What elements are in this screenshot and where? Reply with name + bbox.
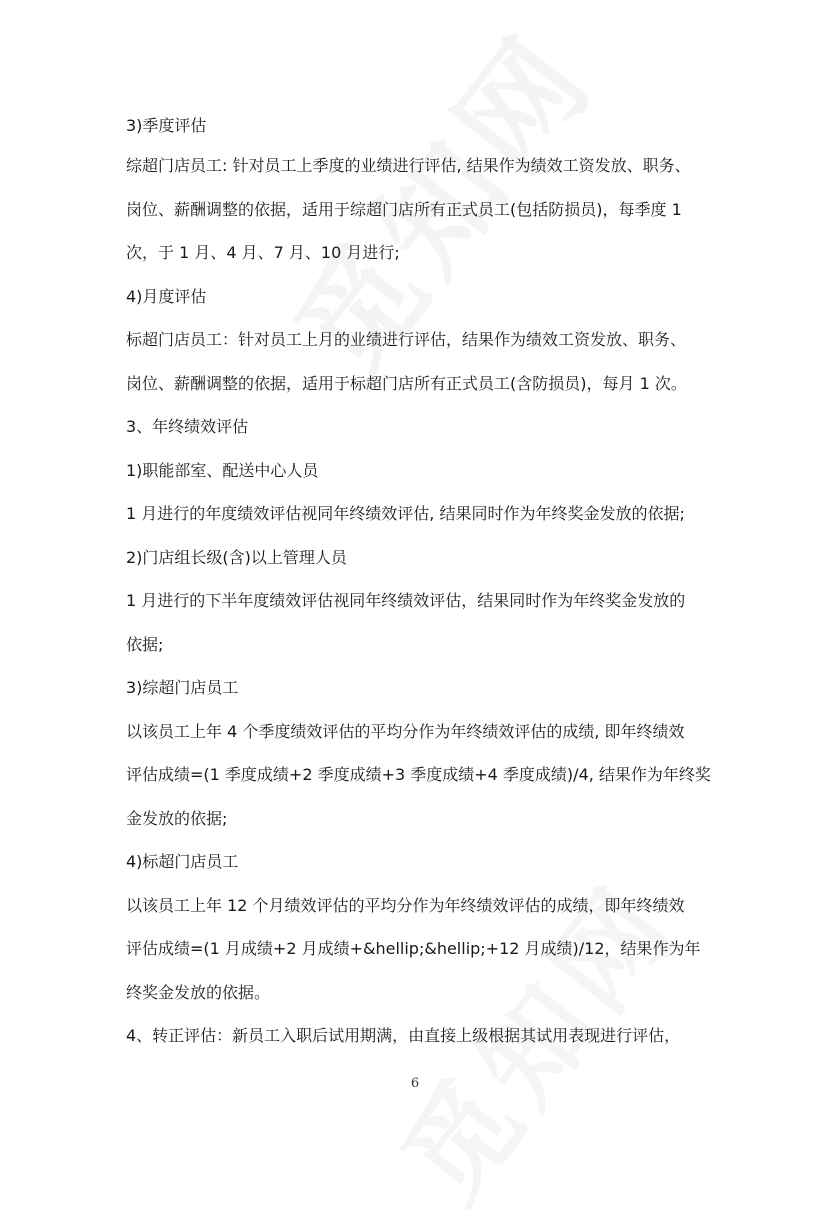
paragraph-line: 评估成绩=(1 季度成绩+2 季度成绩+3 季度成绩+4 季度成绩)/4, 结果作为年终奖 (126, 765, 711, 784)
section-heading-annual-evaluation: 3、年终绩效评估 (126, 417, 249, 436)
heading-monthly-evaluation: 4)月度评估 (126, 287, 207, 306)
paragraph-line: 岗位、薪酬调整的依据，适用于标超门店所有正式员工(含防损员)，每月 1 次。 (126, 374, 687, 393)
paragraph-line: 以该员工上年 4 个季度绩效评估的平均分作为年终绩效评估的成绩, 即年终绩效 (126, 722, 685, 741)
paragraph-line: 岗位、薪酬调整的依据，适用于综超门店所有正式员工(包括防损员)，每季度 1 (126, 200, 682, 219)
subheading-standard-store-staff: 4)标超门店员工 (126, 852, 239, 871)
paragraph-line: 1 月进行的下半年度绩效评估视同年终绩效评估，结果同时作为年终奖金发放的 (126, 591, 686, 610)
paragraph-line: 标超门店员工：针对员工上月的业绩进行评估，结果作为绩效工资发放、职务、 (126, 330, 687, 349)
paragraph-line: 以该员工上年 12 个月绩效评估的平均分作为年终绩效评估的成绩，即年终绩效 (126, 896, 685, 915)
section-heading-probation-evaluation: 4、转正评估：新员工入职后试用期满，由直接上级根据其试用表现进行评估， (126, 1026, 681, 1045)
paragraph-line: 综超门店员工: 针对员工上季度的业绩进行评估, 结果作为绩效工资发放、职务、 (126, 156, 691, 175)
paragraph-line: 终奖金发放的依据。 (126, 983, 271, 1002)
paragraph-line: 评估成绩=(1 月成绩+2 月成绩+&hellip;&hellip;+12 月成绩)/12，结果作为年 (126, 939, 701, 958)
subheading-comprehensive-store-staff: 3)综超门店员工 (126, 678, 239, 697)
subheading-store-managers: 2)门店组长级(含)以上管理人员 (126, 548, 347, 567)
heading-quarterly-evaluation: 3)季度评估 (126, 116, 207, 135)
page-number: 6 (410, 1076, 420, 1091)
paragraph-line: 1 月进行的年度绩效评估视同年终绩效评估, 结果同时作为年终奖金发放的依据; (126, 504, 685, 523)
paragraph-line: 次，于 1 月、4 月、7 月、10 月进行; (126, 243, 400, 262)
paragraph-line: 金发放的依据; (126, 809, 228, 828)
subheading-functional-departments: 1)职能部室、配送中心人员 (126, 461, 319, 480)
paragraph-line: 依据; (126, 635, 164, 654)
